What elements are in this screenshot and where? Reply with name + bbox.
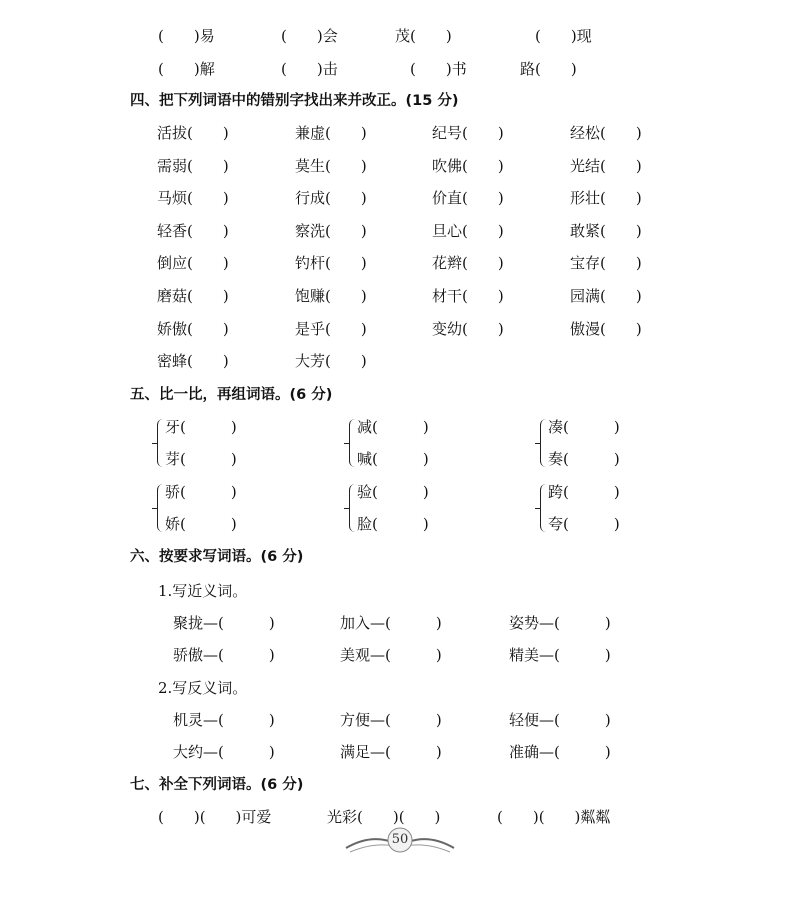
compare-word: 验( ) [357, 483, 429, 501]
correction-item: 敢紧( ) [570, 222, 642, 240]
compare-word: 跨( ) [548, 483, 620, 501]
complete-phrase-item: ( )( )可爱 [158, 808, 272, 826]
section-7-title: 七、补全下列词语。(6 分) [130, 777, 304, 793]
complete-phrase-item: ( )( )粼粼 [497, 808, 611, 826]
correction-item: 活拔( ) [157, 124, 229, 142]
fill-blank-item: ( )解 [158, 60, 215, 78]
synonym-item: 骄傲—( ) [173, 646, 275, 664]
fill-blank-item: ( )书 [410, 60, 467, 78]
compare-word: 减( ) [357, 418, 429, 436]
synonym-item: 聚拢—( ) [173, 614, 275, 632]
compare-word: 娇( ) [165, 515, 237, 533]
compare-word: 凑( ) [548, 418, 620, 436]
fill-blank-item: 茂( ) [395, 27, 452, 45]
compare-word: 喊( ) [357, 450, 429, 468]
correction-item: 娇傲( ) [157, 320, 229, 338]
correction-item: 密蜂( ) [157, 352, 229, 370]
correction-item: 察洗( ) [295, 222, 367, 240]
correction-item: 吹佛( ) [432, 157, 504, 175]
correction-item: 经松( ) [570, 124, 642, 142]
correction-item: 宝存( ) [570, 254, 642, 272]
correction-item: 倒应( ) [157, 254, 229, 272]
correction-item: 花辫( ) [432, 254, 504, 272]
compare-word: 芽( ) [165, 450, 237, 468]
correction-item: 钓杆( ) [295, 254, 367, 272]
antonym-item: 轻便—( ) [509, 711, 611, 729]
complete-phrase-item: 光彩( )( ) [327, 808, 441, 826]
correction-item: 需弱( ) [157, 157, 229, 175]
correction-item: 兼虚( ) [295, 124, 367, 142]
correction-item: 是乎( ) [295, 320, 367, 338]
compare-word: 骄( ) [165, 483, 237, 501]
correction-item: 旦心( ) [432, 222, 504, 240]
correction-item: 磨菇( ) [157, 287, 229, 305]
antonym-item: 大约—( ) [173, 743, 275, 761]
section-6-sub1: 1.写近义词。 [158, 582, 248, 600]
section-6-title: 六、按要求写词语。(6 分) [130, 549, 304, 565]
section-6-sub2: 2.写反义词。 [158, 679, 248, 697]
antonym-item: 准确—( ) [509, 743, 611, 761]
fill-blank-item: ( )会 [281, 27, 338, 45]
correction-item: 材干( ) [432, 287, 504, 305]
fill-blank-item: ( )现 [535, 27, 592, 45]
synonym-item: 加入—( ) [340, 614, 442, 632]
fill-blank-item: 路( ) [520, 60, 577, 78]
correction-item: 大芳( ) [295, 352, 367, 370]
section-4-title: 四、把下列词语中的错别字找出来并改正。(15 分) [130, 93, 459, 109]
synonym-item: 姿势—( ) [509, 614, 611, 632]
compare-word: 脸( ) [357, 515, 429, 533]
correction-item: 形壮( ) [570, 189, 642, 207]
correction-item: 轻香( ) [157, 222, 229, 240]
antonym-item: 机灵—( ) [173, 711, 275, 729]
antonym-item: 方便—( ) [340, 711, 442, 729]
correction-item: 莫生( ) [295, 157, 367, 175]
correction-item: 傲漫( ) [570, 320, 642, 338]
page-number: 50 [391, 832, 409, 847]
synonym-item: 美观—( ) [340, 646, 442, 664]
correction-item: 饱赚( ) [295, 287, 367, 305]
correction-item: 马烦( ) [157, 189, 229, 207]
fill-blank-item: ( )击 [281, 60, 338, 78]
fill-blank-item: ( )易 [158, 27, 215, 45]
compare-word: 牙( ) [165, 418, 237, 436]
section-5-title: 五、比一比，再组词语。(6 分) [130, 387, 333, 403]
correction-item: 光结( ) [570, 157, 642, 175]
synonym-item: 精美—( ) [509, 646, 611, 664]
correction-item: 纪号( ) [432, 124, 504, 142]
antonym-item: 满足—( ) [340, 743, 442, 761]
correction-item: 行成( ) [295, 189, 367, 207]
correction-item: 价直( ) [432, 189, 504, 207]
correction-item: 园满( ) [570, 287, 642, 305]
correction-item: 变幼( ) [432, 320, 504, 338]
compare-word: 奏( ) [548, 450, 620, 468]
compare-word: 夸( ) [548, 515, 620, 533]
